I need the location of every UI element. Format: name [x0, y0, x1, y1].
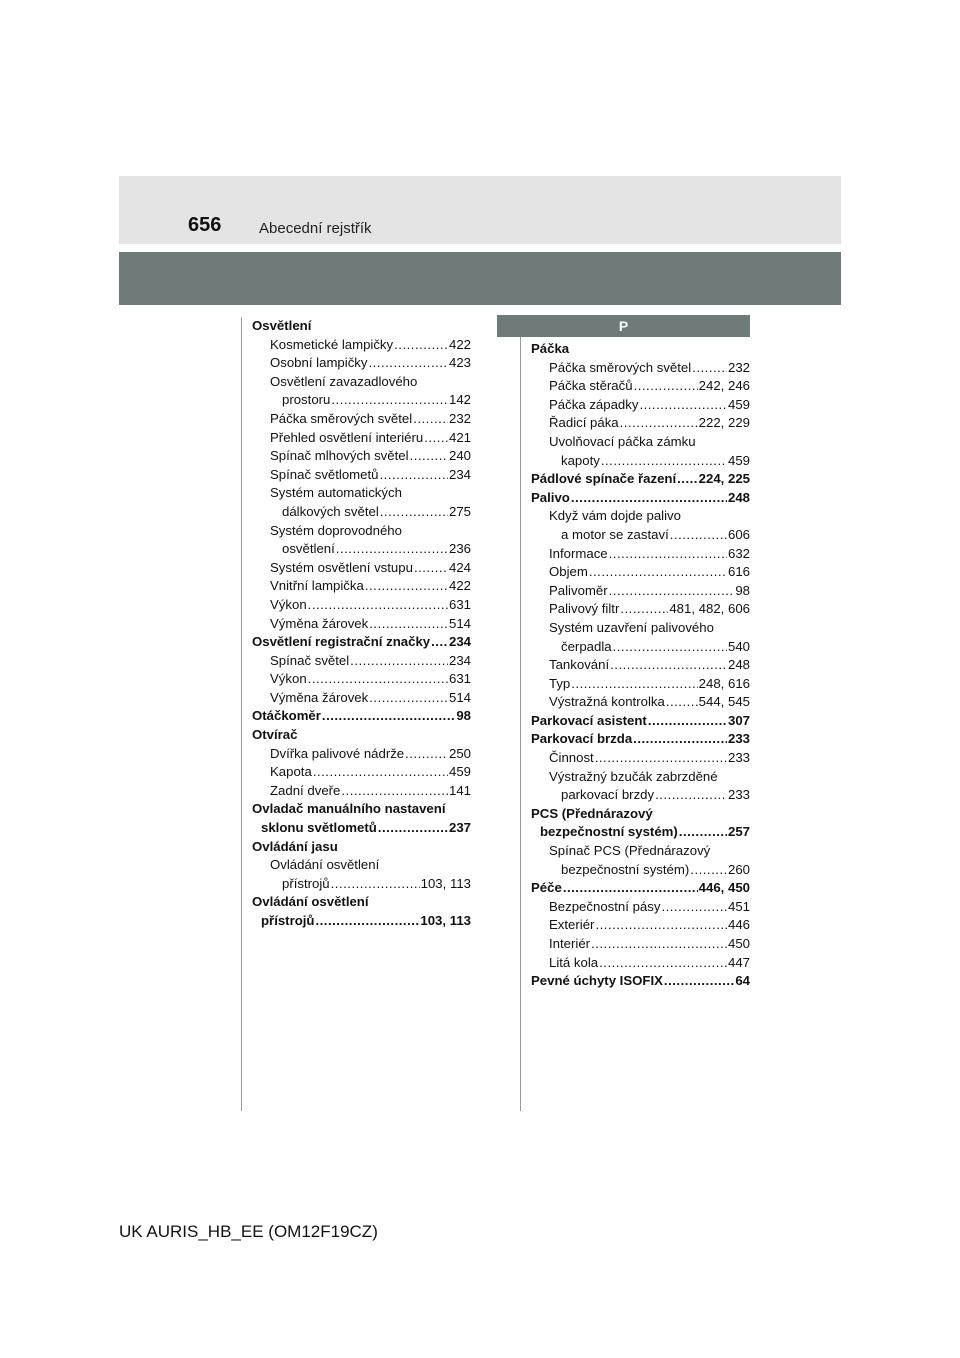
index-entry-leader [424, 429, 448, 448]
index-entry-text: Informace [549, 545, 608, 561]
index-entry-page: 142 [448, 392, 471, 408]
index-entry-text: Systém osvětlení vstupu [270, 559, 413, 575]
index-entry-text: Interiér [549, 936, 591, 951]
index-entry [531, 898, 750, 917]
index-entry-page: 446 [727, 917, 750, 933]
index-entry-leader [666, 693, 698, 712]
index-entry-text: Ovládání osvětlení [252, 894, 369, 910]
index-entry-leader [589, 563, 727, 582]
index-entry [252, 875, 471, 894]
index-entry-leader [679, 823, 727, 842]
index-entry-leader [414, 559, 448, 578]
index-entry-text: Páčka západky [549, 396, 639, 412]
index-entry-text: Páčka směrových světel [549, 359, 692, 375]
index-entry [531, 582, 750, 601]
index-entry-text: Litá kola [549, 954, 599, 970]
page-title: Abecední rejstřík [259, 220, 372, 237]
index-entry-leader [599, 954, 727, 973]
index-entry [252, 838, 471, 857]
index-entry [252, 670, 471, 689]
index-entry-page: 250 [448, 745, 471, 761]
index-entry-leader [595, 749, 727, 768]
index-entry-page: 222, 229 [698, 415, 750, 431]
index-entry-text: Páčka [531, 341, 570, 356]
index-entry [531, 452, 750, 471]
index-entry [531, 545, 750, 564]
index-entry [252, 391, 471, 410]
index-entry-leader [368, 354, 448, 373]
index-entry-text: Palivo [531, 489, 570, 505]
index-entry-text: Dvířka palivové nádrže [270, 745, 405, 761]
index-entry [531, 600, 750, 619]
index-entry-text: Otáčkoměr [252, 708, 321, 724]
index-entry-leader [336, 540, 448, 559]
index-entry [252, 726, 471, 745]
index-entry [252, 484, 471, 503]
index-entry-text: sklonu světlometů [261, 820, 377, 836]
index-entry [531, 768, 750, 787]
index-entry-page: 450 [727, 936, 750, 951]
index-entry-text: Ovládání jasu [252, 838, 338, 854]
index-entry-text: Výstražný bzučák zabrzděné [549, 768, 718, 784]
index-entry-leader [331, 875, 420, 894]
index-entry-leader [595, 916, 727, 935]
index-entry-page: 103, 113 [420, 875, 471, 891]
index-entry-leader [692, 359, 727, 378]
index-entry [252, 503, 471, 522]
index-entry-text: a motor se zastaví [561, 526, 669, 542]
index-entry-text: dálkových světel [282, 503, 379, 519]
index-entry-text: kapoty [561, 452, 600, 468]
index-entry-text: Péče [531, 880, 562, 896]
index-entry-text: Uvolňovací páčka zámku [549, 433, 696, 449]
index-entry-leader [563, 879, 698, 898]
index-entry [252, 429, 471, 448]
index-entry [252, 540, 471, 559]
index-entry-text: Výkon [270, 671, 307, 687]
index-entry-leader [591, 935, 727, 954]
index-entry-text: Spínač světlometů [270, 466, 379, 482]
index-entry-text: přístrojů [282, 875, 330, 891]
index-entry-page: 421 [448, 429, 471, 445]
index-entry-text: Vnitřní lampička [270, 578, 364, 594]
index-entry-leader [677, 470, 698, 489]
index-entry-leader [378, 819, 448, 838]
index-entry-text: Exteriér [549, 917, 595, 933]
index-entry-page: 234 [448, 634, 471, 650]
index-entry-leader [308, 670, 448, 689]
index-entry [531, 972, 750, 991]
index-entry-text: parkovací brzdy [561, 787, 655, 803]
index-entry [531, 954, 750, 973]
index-entry [252, 317, 471, 336]
index-entry [531, 563, 750, 582]
index-entry-text: Systém uzavření palivového [549, 619, 714, 635]
index-entry-text: Osvětlení [252, 318, 312, 333]
index-entry [531, 377, 750, 396]
index-entry [531, 916, 750, 935]
index-entry [531, 805, 750, 824]
index-entry [252, 819, 471, 838]
index-entry [531, 823, 750, 842]
index-entry [531, 359, 750, 378]
index-entry-page: 544, 545 [698, 694, 750, 710]
index-entry-text: Osvětlení zavazadlového [270, 373, 418, 389]
index-entry-page: 240 [448, 448, 471, 464]
left-column-rule [241, 317, 242, 1111]
index-entry-leader [410, 447, 448, 466]
index-entry-page: 248, 616 [698, 675, 750, 691]
index-entry-page: 422 [448, 336, 471, 352]
index-entry [531, 786, 750, 805]
index-entry [252, 633, 471, 652]
index-entry-page: 248 [727, 657, 750, 673]
index-entry-text: prostoru [282, 392, 331, 408]
index-entry-page: 257 [727, 824, 750, 840]
index-entry-text: přístrojů [261, 913, 315, 928]
index-entry-leader [601, 452, 727, 471]
index-entry-page: 514 [448, 615, 471, 631]
index-entry [252, 577, 471, 596]
index-entry-page: 234 [448, 466, 471, 482]
right-column-rule [520, 337, 521, 1111]
index-entry-text: Činnost [549, 750, 594, 766]
index-entry-page: 141 [448, 782, 471, 798]
index-entry-page: 260 [727, 861, 750, 877]
index-entry-leader [613, 638, 727, 657]
index-entry-text: Tankování [549, 657, 610, 673]
header-band [119, 176, 841, 244]
index-entry-text: Ovládání osvětlení [270, 857, 380, 873]
index-entry-leader [322, 707, 455, 726]
index-entry-page: 232 [727, 359, 750, 375]
index-entry [531, 935, 750, 954]
index-column-left [252, 317, 471, 931]
index-entry-text: Palivoměr [549, 582, 608, 598]
index-entry-leader [365, 577, 448, 596]
index-entry-page: 242, 246 [698, 378, 750, 394]
index-entry-page: 451 [727, 898, 750, 914]
index-entry [252, 856, 471, 875]
index-entry-page: 237 [448, 820, 471, 836]
index-entry [252, 707, 471, 726]
index-entry-text: Spínač PCS (Přednárazový [549, 843, 711, 859]
index-entry [531, 619, 750, 638]
index-entry-leader [609, 582, 735, 601]
index-entry [531, 526, 750, 545]
index-entry-page: 632 [727, 545, 750, 561]
index-entry-leader [313, 763, 448, 782]
index-entry-text: Ovladač manuálního nastavení [252, 801, 446, 817]
index-entry [252, 912, 471, 931]
index-entry-page: 248 [727, 489, 750, 505]
index-entry [531, 861, 750, 880]
index-entry-page: 236 [448, 541, 471, 557]
index-entry [252, 373, 471, 392]
index-entry-page: 233 [727, 731, 750, 747]
index-entry-text: Přehled osvětlení interiéru [270, 429, 424, 445]
index-entry-leader [620, 600, 668, 619]
index-entry-text: Bezpečnostní pásy [549, 898, 661, 914]
index-entry [531, 470, 750, 489]
index-entry [252, 410, 471, 429]
index-entry-page: 234 [448, 652, 471, 668]
index-entry-page: 307 [727, 712, 750, 728]
index-entry [252, 745, 471, 764]
index-entry-leader [664, 972, 734, 991]
index-entry-text: osvětlení [282, 541, 335, 557]
index-entry [252, 596, 471, 615]
index-entry-page: 616 [727, 564, 750, 580]
index-entry-text: Osobní lampičky [270, 355, 368, 371]
index-entry-text: Osvětlení registrační značky [252, 634, 431, 650]
index-entry [252, 354, 471, 373]
index-entry [531, 842, 750, 861]
index-entry-leader [394, 336, 448, 355]
index-entry [531, 656, 750, 675]
index-entry-leader [413, 410, 448, 429]
index-entry-text: Objem [549, 564, 588, 580]
index-entry-text: Kosmetické lampičky [270, 336, 394, 352]
index-entry-leader [609, 545, 727, 564]
section-letter: P [497, 315, 750, 337]
index-entry-leader [571, 489, 727, 508]
index-entry-page: 224, 225 [698, 471, 750, 487]
index-entry [531, 693, 750, 712]
index-entry-text: Parkovací asistent [531, 712, 647, 728]
index-entry [252, 559, 471, 578]
index-entry-text: Pevné úchyty ISOFIX [531, 973, 663, 989]
index-entry [531, 433, 750, 452]
index-entry [252, 689, 471, 708]
index-entry-leader [308, 596, 448, 615]
index-entry-page: 606 [727, 526, 750, 542]
index-entry-page: 459 [448, 764, 471, 780]
index-entry [531, 489, 750, 508]
index-entry-text: Výměna žárovek [270, 615, 369, 631]
index-entry-text: Spínač světel [270, 652, 350, 668]
index-entry-page: 422 [448, 578, 471, 594]
index-entry-leader [431, 633, 448, 652]
index-entry-text: bezpečnostní systém) [561, 861, 690, 877]
index-entry-leader [655, 786, 727, 805]
index-entry-text: Kapota [270, 764, 312, 780]
index-entry-text: Řadicí páka [549, 415, 619, 431]
index-entry-page: 233 [727, 750, 750, 766]
index-entry [531, 414, 750, 433]
section-bar [119, 252, 841, 305]
index-entry-text: Systém automatických [270, 485, 402, 501]
index-entry-text: Výměna žárovek [270, 689, 369, 705]
index-entry-leader [380, 503, 448, 522]
index-entry-page: 423 [448, 355, 471, 371]
index-entry-leader [571, 675, 697, 694]
index-entry [252, 447, 471, 466]
index-entry-leader [405, 745, 448, 764]
index-entry-page: 459 [727, 396, 750, 412]
index-entry-leader [369, 689, 448, 708]
index-entry-text: Pádlové spínače řazení [531, 471, 677, 487]
index-entry-leader [690, 861, 727, 880]
index-entry-leader [634, 377, 698, 396]
index-entry [531, 675, 750, 694]
index-entry-leader [331, 391, 448, 410]
footer-model-code: UK AURIS_HB_EE (OM12F19CZ) [119, 1222, 378, 1241]
index-entry-text: Páčka stěračů [549, 378, 633, 394]
index-entry-page: 446, 450 [698, 880, 750, 896]
index-entry-text: čerpadla [561, 638, 612, 654]
index-entry-leader [620, 414, 698, 433]
index-entry-page: 631 [448, 671, 471, 687]
index-entry [531, 638, 750, 657]
index-entry-leader [670, 526, 727, 545]
index-entry [252, 522, 471, 541]
index-entry-leader [369, 615, 448, 634]
index-entry-page: 98 [456, 708, 471, 724]
index-entry [531, 507, 750, 526]
index-entry-leader [648, 712, 727, 731]
index-entry [252, 336, 471, 355]
index-entry-leader [639, 396, 727, 415]
index-entry-page: 540 [727, 638, 750, 654]
index-entry-page: 98 [735, 582, 750, 598]
index-entry-text: Výstražná kontrolka [549, 694, 665, 710]
index-entry-leader [341, 782, 448, 801]
index-entry [252, 782, 471, 801]
index-entry [252, 652, 471, 671]
index-entry-leader [661, 898, 727, 917]
index-entry-page: 459 [727, 452, 750, 468]
index-entry [531, 340, 750, 359]
index-entry-text: Palivový filtr [549, 601, 620, 617]
index-entry-text: bezpečnostní systém) [540, 824, 678, 840]
index-entry-leader [610, 656, 727, 675]
index-entry-text: Typ [549, 675, 571, 691]
index-entry [252, 615, 471, 634]
index-entry-page: 64 [735, 973, 750, 989]
index-entry-text: PCS (Přednárazový [531, 805, 653, 821]
index-entry-text: Otvírač [252, 727, 298, 743]
index-entry-text: Když vám dojde palivo [549, 508, 681, 524]
index-entry-page: 514 [448, 689, 471, 705]
index-entry-page: 232 [448, 410, 471, 426]
index-entry-leader [380, 466, 448, 485]
index-entry [252, 763, 471, 782]
index-entry [531, 879, 750, 898]
index-column-right [531, 340, 750, 991]
index-entry-text: Spínač mlhových světel [270, 448, 409, 464]
index-entry-page: 424 [448, 559, 471, 575]
index-entry-page: 103, 113 [420, 913, 471, 928]
index-entry [531, 749, 750, 768]
index-entry-text: Výkon [270, 596, 307, 612]
index-entry-leader [633, 730, 727, 749]
index-entry-page: 275 [448, 503, 471, 519]
index-entry [531, 730, 750, 749]
page-number: 656 [188, 214, 222, 236]
index-entry-text: Páčka směrových světel [270, 410, 413, 426]
index-entry-page: 631 [448, 596, 471, 612]
index-entry-leader [350, 652, 448, 671]
index-entry [252, 800, 471, 819]
index-entry [531, 396, 750, 415]
index-entry-page: 233 [727, 787, 750, 803]
index-entry-text: Systém doprovodného [270, 522, 402, 538]
index-entry-page: 447 [727, 954, 750, 970]
index-entry-page: 481, 482, 606 [669, 601, 750, 617]
index-entry-text: Zadní dveře [270, 782, 341, 798]
index-entry [252, 893, 471, 912]
index-entry-leader [315, 912, 419, 931]
index-entry-text: Parkovací brzda [531, 731, 633, 747]
index-entry [252, 466, 471, 485]
index-entry [531, 712, 750, 731]
